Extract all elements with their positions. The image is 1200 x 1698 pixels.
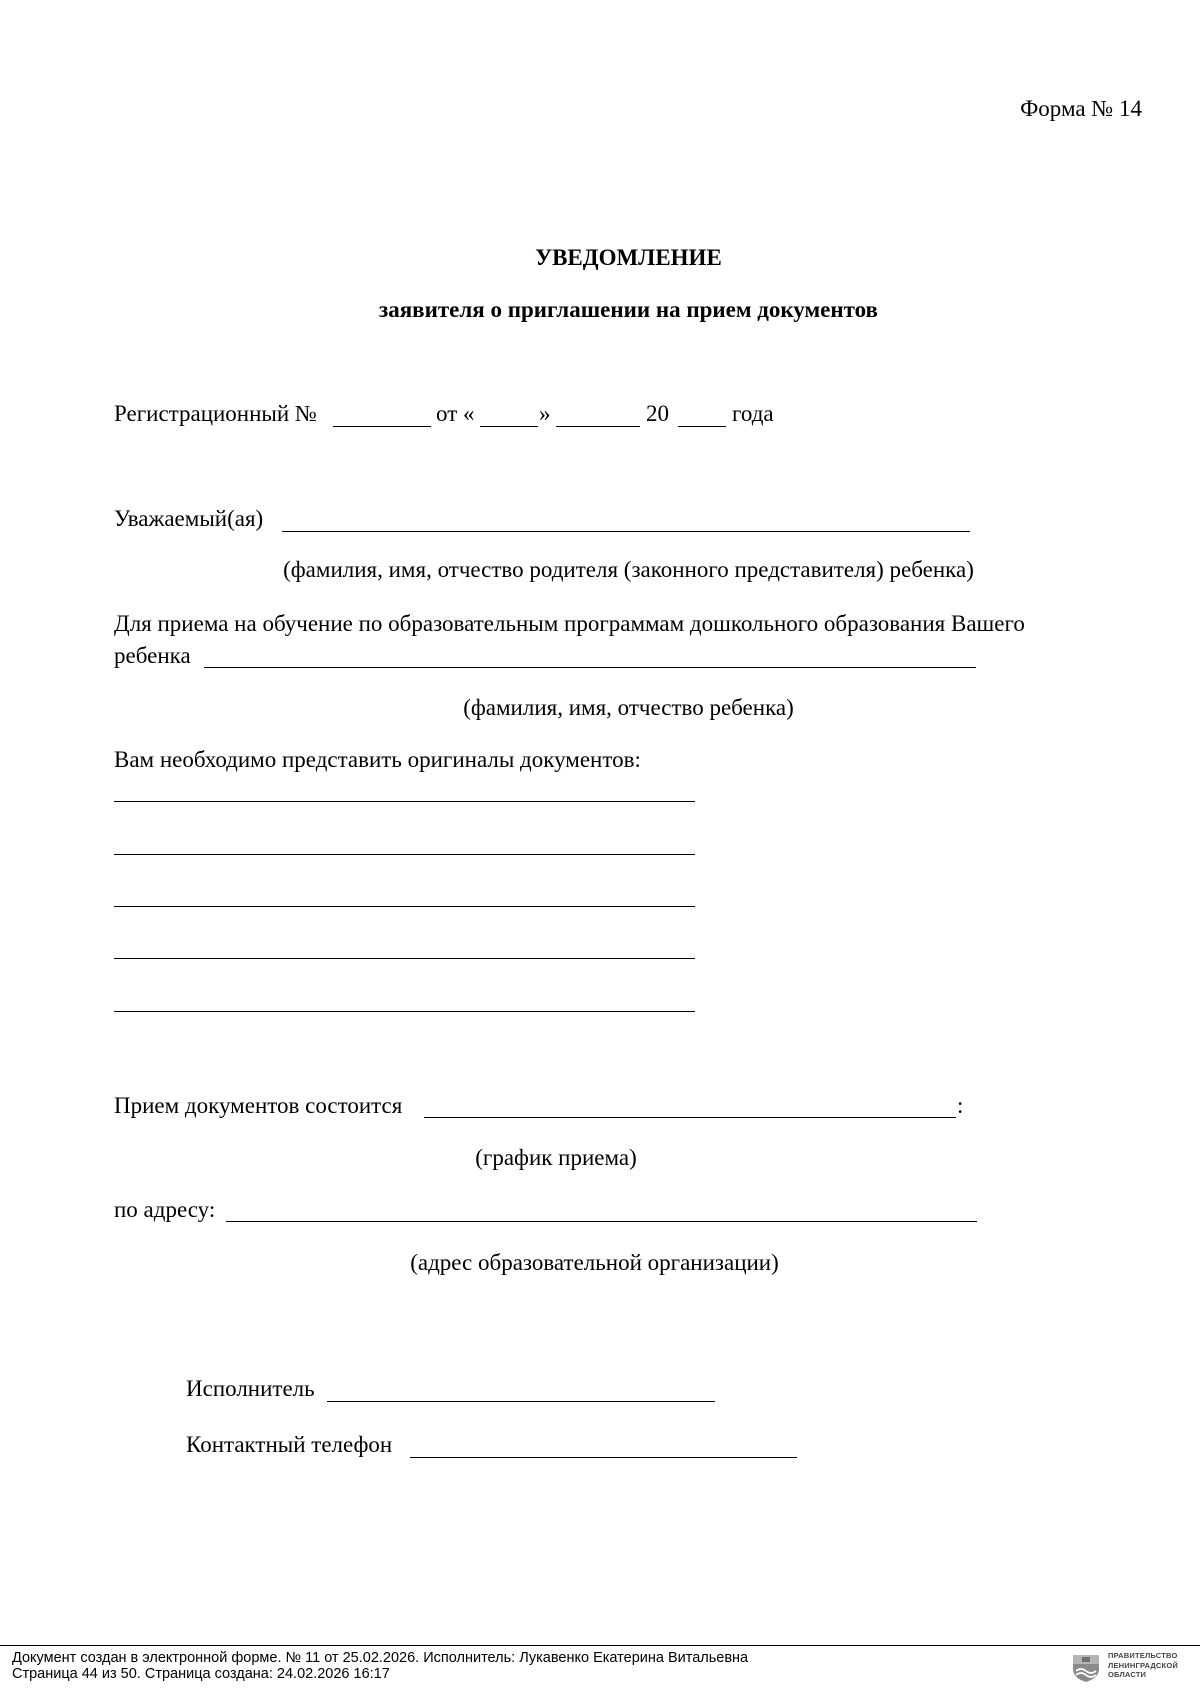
registration-day-field[interactable] — [480, 426, 538, 427]
parent-name-hint: (фамилия, имя, отчество родителя (законного представителя) ребенка) — [283, 557, 974, 582]
footer-divider — [0, 1645, 1200, 1646]
document-line[interactable] — [114, 958, 695, 959]
logo-line: ЛЕНИНГРАДСКОЙ — [1108, 1660, 1178, 1670]
phone-label: Контактный телефон — [186, 1432, 393, 1457]
registration-from-label: от « — [436, 401, 475, 426]
reception-hint: (график приема) — [475, 1145, 637, 1170]
registration-year-field[interactable] — [678, 426, 726, 427]
coat-of-arms-icon — [1070, 1651, 1102, 1683]
form-number: Форма № 14 — [1020, 96, 1142, 121]
registration-label: Регистрационный № — [114, 401, 317, 426]
footer-page-info: Страница 44 из 50. Страница создана: 24.02.2026 16:17 — [12, 1666, 390, 1682]
document-line[interactable] — [114, 1011, 695, 1012]
registration-close-quote: » — [539, 401, 551, 426]
address-field[interactable] — [226, 1221, 977, 1222]
registration-number-field[interactable] — [333, 426, 431, 427]
document-line[interactable] — [114, 854, 695, 855]
child-name-hint: (фамилия, имя, отчество ребенка) — [463, 695, 794, 720]
parent-name-field[interactable] — [282, 531, 970, 532]
government-logo — [1070, 1651, 1198, 1683]
document-line[interactable] — [114, 906, 695, 907]
government-logo-text — [1108, 1651, 1178, 1680]
child-name-field[interactable] — [204, 667, 976, 668]
registration-month-field[interactable] — [556, 426, 640, 427]
document-line[interactable] — [114, 801, 695, 802]
child-intro-text: Для приема на обучение по образовательным программам дошкольного образования Вашего — [114, 611, 1025, 636]
registration-year-word: года — [732, 401, 774, 426]
logo-line: ПРАВИТЕЛЬСТВО — [1108, 1651, 1178, 1660]
reception-colon: : — [957, 1093, 964, 1118]
child-label: ребенка — [114, 643, 191, 668]
executor-field[interactable] — [327, 1401, 715, 1402]
registration-century: 20 — [646, 401, 669, 426]
address-label: по адресу: — [114, 1197, 216, 1222]
footer-document-info: Документ создан в электронной форме. № 11 от 25.02.2026. Исполнитель: Лукавенко Екатерина Витальевна — [12, 1650, 749, 1666]
reception-label: Прием документов состоится — [114, 1093, 403, 1118]
executor-label: Исполнитель — [186, 1376, 315, 1401]
document-title: УВЕДОМЛЕНИЕ — [535, 245, 722, 270]
documents-label: Вам необходимо представить оригиналы документов: — [114, 747, 641, 772]
document-subtitle: заявителя о приглашении на прием документов — [379, 297, 878, 322]
reception-schedule-field[interactable] — [424, 1117, 956, 1118]
logo-line: ОБЛАСТИ — [1108, 1670, 1147, 1679]
phone-field[interactable] — [410, 1457, 797, 1458]
dear-label: Уважаемый(ая) — [114, 506, 264, 531]
address-hint: (адрес образовательной организации) — [410, 1250, 779, 1275]
